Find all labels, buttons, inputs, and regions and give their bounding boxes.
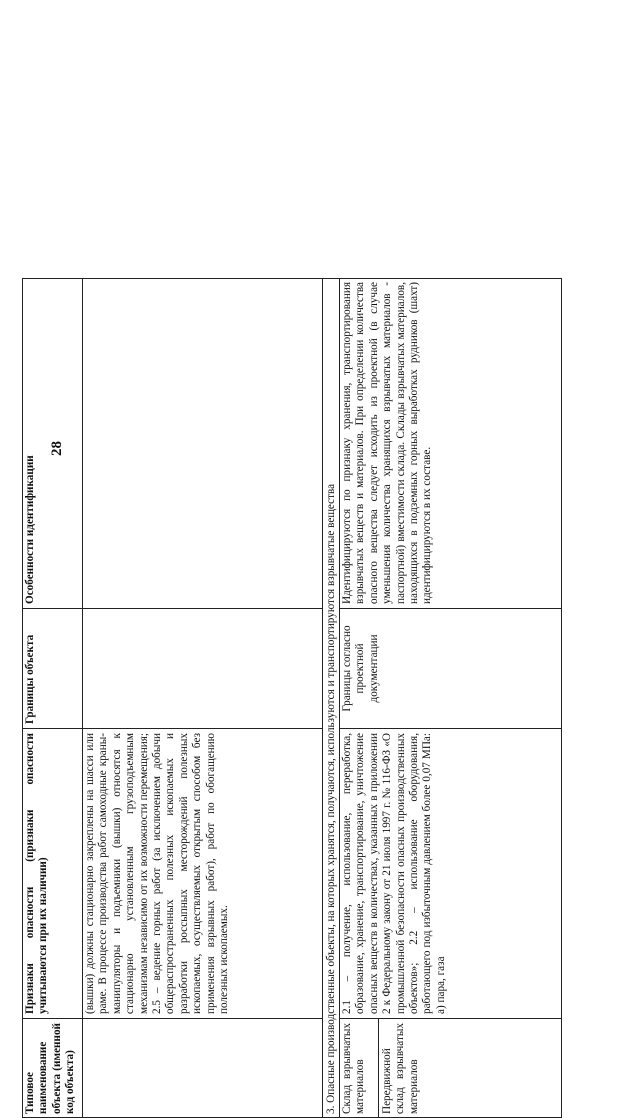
table-header-row bbox=[22, 278, 82, 1118]
cell-hazard-explosives: 2.1 – получение, использование, переработка, образование, хранение, транспортирование, уничтожение опасных веществ в количествах, указанных в приложении 2 к Федеральному закону от 21 июля 1997 г. № 116-ФЗ «О промышленной безопасности опасных производственных объектов»; 2.2 – использование оборудования, работающего под избыточным давлением более 0,07 МПа: а) пара, газа bbox=[339, 728, 562, 1018]
cell-bounds-explosives: Границы согласно проектной документации bbox=[339, 608, 562, 728]
table-row-explosives bbox=[339, 278, 562, 1118]
cell-hazard-continuation: (вышки) должны стационарно закреплены на шасси или раме. В процессе производства работ самоходные краны-манипуляторы и подъемники (вышки) относятся к стационарно установленным грузоподъемным механизмам независимо от их возможности перемещения; 2.5 – ведение горных работ (за исключением добычи общераспространенных полезных ископаемых и разработки россыпных месторождений полезных ископаемых, осуществляемых открытым способом без применения взрывных работ), работ по обогащению полезных ископаемых. bbox=[22, 728, 322, 1018]
cell-object-names bbox=[339, 1018, 562, 1118]
header-object-bounds: Границы объекта bbox=[22, 608, 82, 728]
section-3-heading: 3. Опасные производственные объекты, на которых хранятся, получаются, используются и транспортируются взрывчатые вещества bbox=[325, 483, 337, 1114]
cell-identification-explosives: Идентифицируются по признаку хранения, транспортирования взрывчатых веществ и материалов. При определении количества опасного вещества следует исходить из проектной (в случае уменьшения количества хранящихся взрывчатых материалов - паспортной) вместимости склада. Склады взрывчатых материалов, находящихся в подземных горных выработках рудников (шахт) идентифицируются в их составе. bbox=[341, 282, 434, 604]
header-object-name: Типовое наименование объекта (именной код объекта) bbox=[22, 1018, 82, 1118]
header-identification: Особенности идентификации bbox=[24, 455, 36, 604]
object-mobile-explosives-warehouse: Передвижной склад взрывчатых материалов bbox=[381, 1023, 420, 1114]
header-hazard-signs: Признаки опасности (признаки опасности учитываются при их наличии) bbox=[22, 728, 82, 1018]
rotated-table bbox=[18, 278, 566, 1118]
page-number: 28 bbox=[49, 441, 65, 456]
header-divider bbox=[82, 278, 83, 1118]
object-explosives-warehouse: Склад взрывчатых материалов bbox=[339, 1019, 379, 1118]
